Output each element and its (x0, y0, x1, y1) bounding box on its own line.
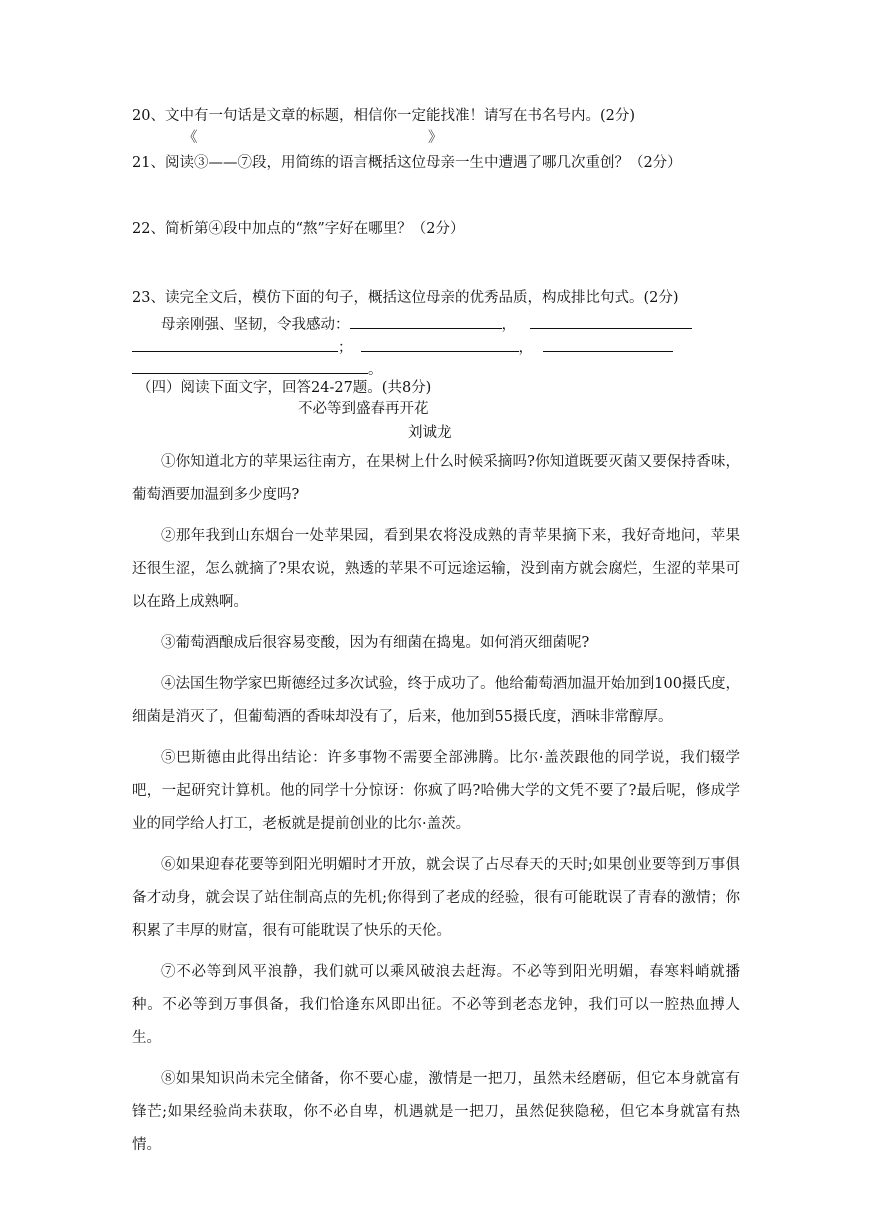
answer-blank[interactable] (350, 313, 502, 329)
question-20: 20、文中有一句话是文章的标题，相信你一定能找准！请写在书名号内。(2分) (132, 108, 635, 124)
question-22: 22、简析第④段中加点的“熬”字好在哪里？（2分） (132, 221, 465, 237)
section-header: （四）阅读下面文字，回答24-27题。(共8分) (137, 380, 432, 396)
question-21: 21、阅读③——⑦段，用简练的语言概括这位母亲一生中遭遇了哪几次重创？（2分） (132, 155, 682, 171)
paragraph: ①你知道北方的苹果运往南方，在果树上什么时候采摘吗?你知道既要灭菌又要保持香味，葡萄酒要加温到多少度吗? (132, 454, 740, 503)
q23-answer-row-1 (161, 313, 692, 335)
q20-close-bracket: 》 (428, 130, 443, 146)
q23-answer-row-2 (132, 336, 673, 358)
answer-blank[interactable] (530, 313, 692, 329)
paragraph: ⑥如果迎春花要等到阳光明媚时才开放，就会误了占尽春天的天时;如果创业要等到万事俱备才动身，就会误了站住制高点的先机;你得到了老成的经验，很有可能耽误了青春的激情；你积累了丰厚的财富，很有可能耽误了快乐的天伦。 (132, 857, 740, 939)
article-author: 刘诚龙 (408, 425, 452, 441)
paragraph: ④法国生物学家巴斯德经过多次试验，终于成功了。他给葡萄酒加温开始加到100摄氏度，细菌是消灭了，但葡萄酒的香味却没有了，后来，他加到55摄氏度，酒味非常醇厚。 (132, 676, 740, 725)
article-title: 不必等到盛春再开花 (298, 401, 429, 417)
answer-blank[interactable] (543, 336, 673, 352)
comma: ， (501, 317, 516, 333)
answer-blank[interactable] (132, 358, 368, 374)
paragraph: ⑤巴斯德由此得出结论：许多事物不需要全部沸腾。比尔·盖茨跟他的同学说，我们辍学吧，一起研究计算机。他的同学十分惊讶：你疯了吗?哈佛大学的文凭不要了?最后呢，修成学业的同学给人打工，老板就是提前创业的比尔·盖茨。 (132, 750, 740, 832)
semicolon: ； (338, 340, 353, 356)
q20-open-bracket: 《 (183, 130, 198, 146)
answer-blank[interactable] (132, 336, 338, 352)
q23-example: 母亲刚强、坚韧，令我感动： (161, 317, 350, 333)
article-body (132, 446, 740, 1170)
paragraph: ⑦不必等到风平浪静，我们就可以乘风破浪去赶海。不必等到阳光明媚，春寒料峭就播种。不必等到万事俱备，我们恰逢东风即出征。不必等到老态龙钟，我们可以一腔热血搏人生。 (132, 964, 740, 1046)
question-23: 23、读完全文后，模仿下面的句子，概括这位母亲的优秀品质，构成排比句式。(2分) (132, 290, 679, 306)
q23-answer-row-3 (132, 358, 383, 380)
paragraph: ⑧如果知识尚未完全储备，你不要心虚，激情是一把刀，虽然未经磨砺，但它本身就富有锋芒;如果经验尚未获取，你不必自卑，机遇就是一把刀，虽然促狭隐秘，但它本身就富有热情。 (132, 1071, 740, 1153)
paragraph: ②那年我到山东烟台一处苹果园，看到果农将没成熟的青苹果摘下来，我好奇地问，苹果还很生涩，怎么就摘了?果农说，熟透的苹果不可远途运输，没到南方就会腐烂，生涩的苹果可以在路上成熟啊。 (132, 528, 740, 610)
period: 。 (368, 362, 383, 378)
answer-blank[interactable] (361, 336, 519, 352)
comma: ， (518, 340, 533, 356)
paragraph: ③葡萄酒酿成后很容易变酸，因为有细菌在捣鬼。如何消灭细菌呢? (161, 635, 590, 651)
